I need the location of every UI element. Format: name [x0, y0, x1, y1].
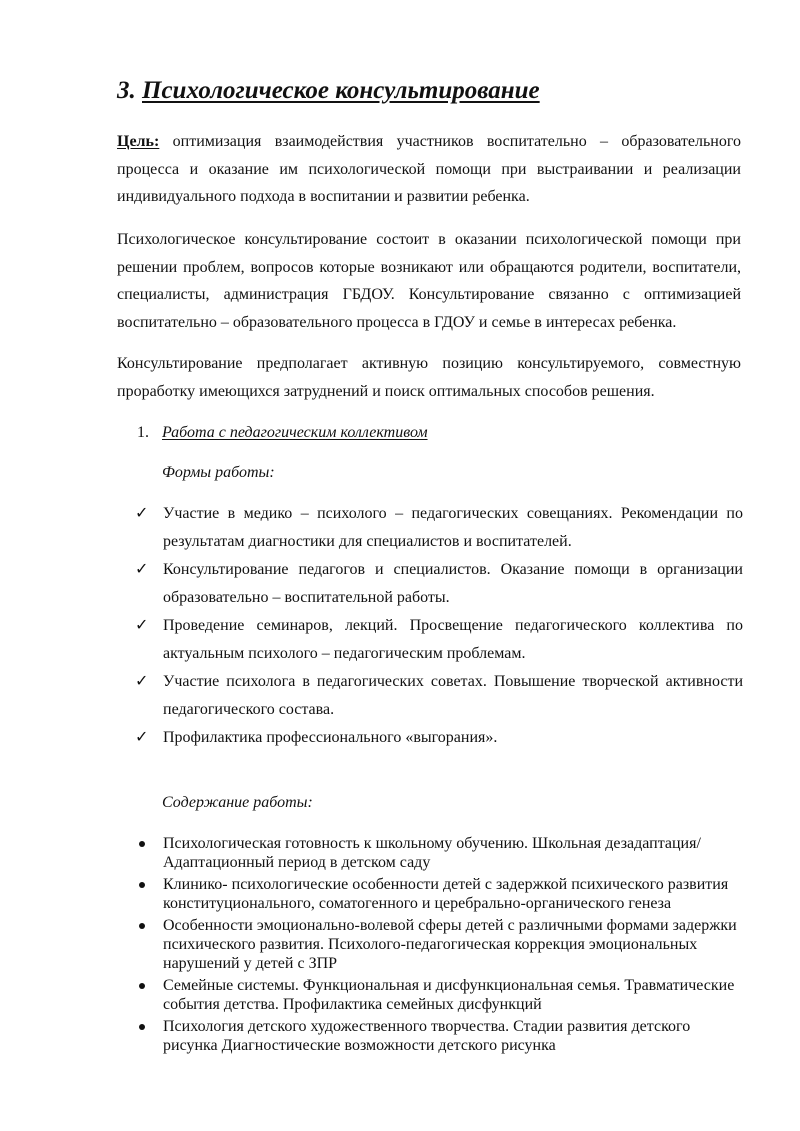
- list-item: Семейные системы. Функциональная и дисфункциональная семья. Травматические события детства. Профилактика семейных дисфункций: [135, 976, 745, 1014]
- goal-paragraph: [117, 128, 741, 211]
- forms-list: [135, 500, 743, 752]
- goal-label: Цель:: [117, 133, 160, 150]
- list-item: ✓ Участие в медико – психолого – педагогических совещаниях. Рекомендации по результатам диагностики для специалистов и воспитателей.: [135, 500, 743, 556]
- goal-text: оптимизация взаимодействия участников воспитательно – образовательного процесса и оказание им психологической помощи при выстраивании и реализации индивидуального подхода в воспитании и развитии ребенка.: [117, 133, 741, 205]
- list-item: ✓ Проведение семинаров, лекций. Просвещение педагогического коллектива по актуальным психолого – педагогическим проблемам.: [135, 612, 743, 668]
- forms-label: Формы работы:: [162, 464, 275, 481]
- bullet-dot-icon: [139, 1024, 145, 1030]
- bullet-dot-icon: [139, 983, 145, 989]
- check-mark-icon: ✓: [135, 505, 149, 522]
- subsection-title: Работа с педагогическим коллективом: [162, 424, 428, 441]
- bullet-dot-icon: [139, 882, 145, 888]
- check-mark-icon: ✓: [135, 729, 149, 746]
- bullet-dot-icon: [139, 923, 145, 929]
- list-item: ✓ Участие психолога в педагогических советах. Повышение творческой активности педагогического состава.: [135, 668, 743, 724]
- check-mark-icon: ✓: [135, 561, 149, 578]
- list-item: Клинико- психологические особенности детей с задержкой психического развития конституционального, соматогенного и церебрально-органического генеза: [135, 875, 745, 913]
- check-mark-icon: ✓: [135, 617, 149, 634]
- bullet-dot-icon: [139, 841, 145, 847]
- section-title: Психологическое консультирование: [142, 77, 540, 104]
- section-number: 3.: [117, 77, 136, 104]
- list-item: Особенности эмоционально-волевой сферы детей с различными формами задержки психического развития. Психолого-педагогическая коррекция эмоциональных нарушений у детей с ЗПР: [135, 916, 745, 973]
- consulting-paragraph: Психологическое консультирование состоит в оказании психологической помощи при решении проблем, вопросов которые возникают или обращаются родители, воспитатели, специалисты, администрация ГБДОУ. Консультирование связанно с оптимизацией воспитательно – образовательного процесса в ГДОУ и семье в интересах ребенка.: [117, 231, 741, 331]
- list-item: Психология детского художественного творчества. Стадии развития детского рисунка Диагностические возможности детского рисунка: [135, 1017, 745, 1055]
- list-item: ✓ Профилактика профессионального «выгорания».: [135, 724, 743, 752]
- list-item: Психологическая готовность к школьному обучению. Школьная дезадаптация/ Адаптационный период в детском саду: [135, 834, 745, 872]
- page-title: [117, 74, 540, 108]
- check-mark-icon: ✓: [135, 673, 149, 690]
- consulting-position-paragraph: Консультирование предполагает активную позицию консультируемого, совместную проработку имеющихся затруднений и поиск оптимальных способов решения.: [117, 355, 741, 400]
- list-item: ✓ Консультирование педагогов и специалистов. Оказание помощи в организации образовательно – воспитательной работы.: [135, 556, 743, 612]
- content-list: [135, 834, 745, 1058]
- subsection-number: 1.: [137, 424, 149, 441]
- content-label: Содержание работы:: [162, 794, 313, 811]
